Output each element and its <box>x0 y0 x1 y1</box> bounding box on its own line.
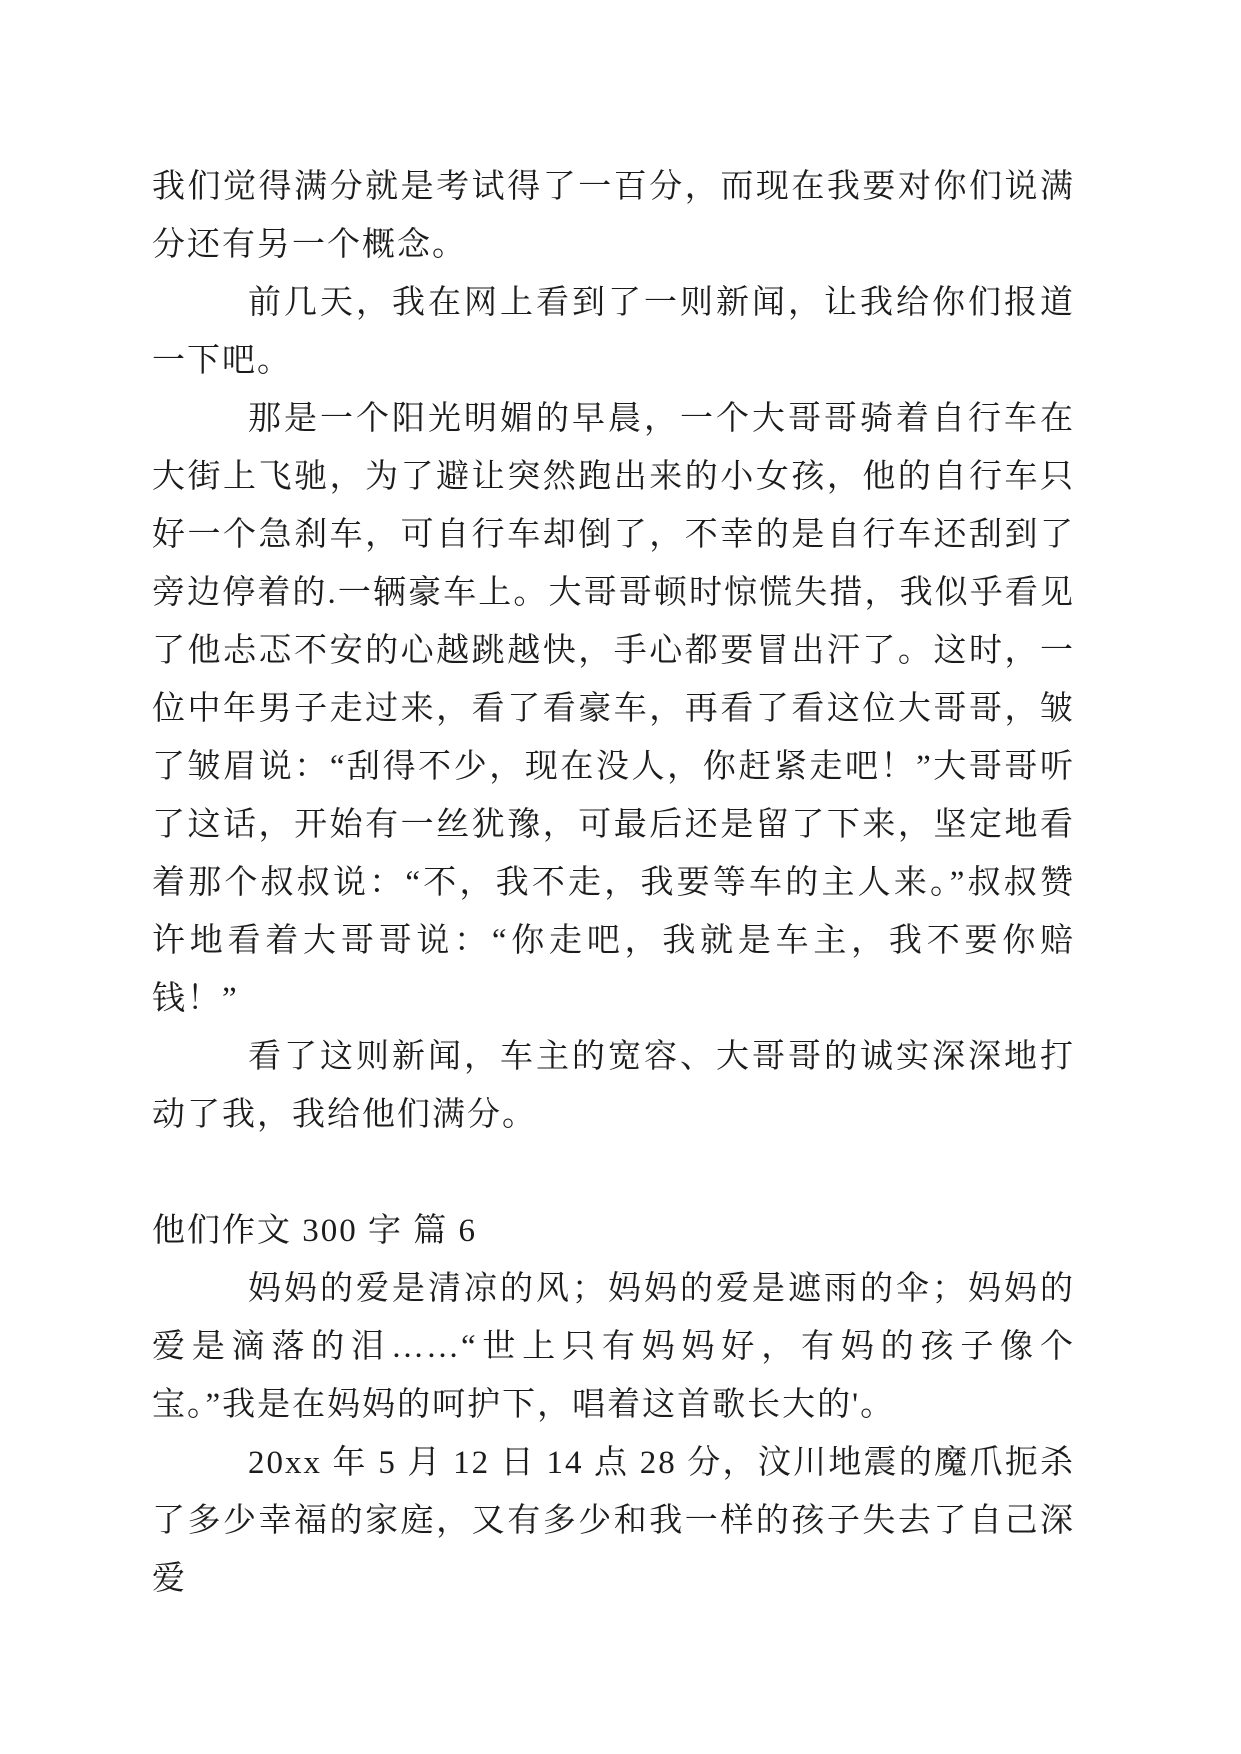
section-heading-essay-6: 他们作文 300 字 篇 6 <box>152 1213 477 1249</box>
paragraph-mothers-love: 妈妈的爱是清凉的风；妈妈的爱是遮雨的伞；妈妈的爱是滴落的泪……“世上只有妈妈好，有妈的孩子像个宝。”我是在妈妈的呵护下，唱着这首歌长大的'。 <box>152 1271 1075 1423</box>
paragraph-conclusion: 看了这则新闻，车主的宽容、大哥哥的诚实深深地打动了我，我给他们满分。 <box>152 1039 1075 1133</box>
paragraph-earthquake: 20xx 年 5 月 12 日 14 点 28 分，汶川地震的魔爪扼杀了多少幸福的家庭，又有多少和我一样的孩子失去了自己深爱 <box>152 1445 1075 1597</box>
paragraph-news-lead: 前几天，我在网上看到了一则新闻，让我给你们报道一下吧。 <box>152 285 1075 379</box>
paragraph-bicycle-story: 那是一个阳光明媚的早晨，一个大哥哥骑着自行车在大街上飞驰，为了避让突然跑出来的小女孩，他的自行车只好一个急刹车，可自行车却倒了，不幸的是自行车还刮到了旁边停着的.一辆豪车上。大哥哥顿时惊慌失措，我似乎看见了他忐忑不安的心越跳越快，手心都要冒出汗了。这时，一位中年男子走过来，看了看豪车，再看了看这位大哥哥，皱了皱眉说：“刮得不少，现在没人，你赶紧走吧！”大哥哥听了这话，开始有一丝犹豫，可最后还是留了下来，坚定地看着那个叔叔说：“不，我不走，我要等车的主人来。”叔叔赞许地看着大哥哥说：“你走吧，我就是车主，我不要你赔钱！” <box>152 401 1075 1017</box>
paragraph-fullscore-intro: 我们觉得满分就是考试得了一百分，而现在我要对你们说满分还有另一个概念。 <box>152 169 1075 263</box>
